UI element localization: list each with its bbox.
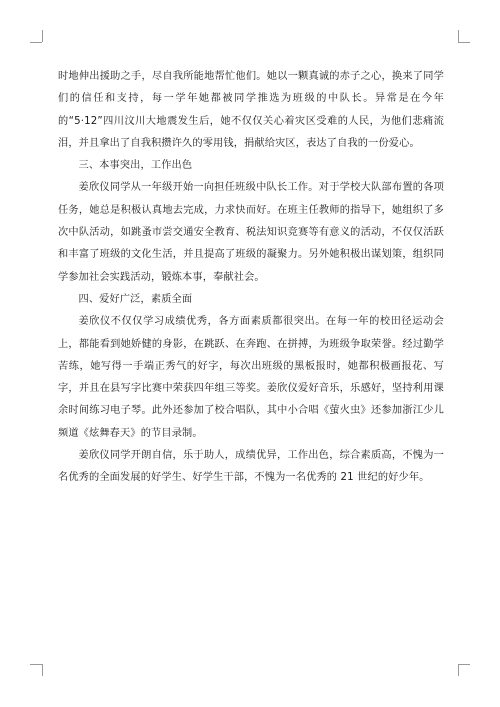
paragraph-conclusion: 姜欣仪同学开朗自信，乐于助人，成绩优异，工作出色，综合素质高，不愧为一名优秀的全面发展的好学生、好学生干部，不愧为一名优秀的 21 世纪的好少年。 <box>58 450 444 484</box>
crop-mark-bottom-right-h <box>458 664 470 665</box>
crop-mark-top-right-v <box>458 30 459 42</box>
section-heading-three: 三、本事突出，工作出色 <box>78 160 193 172</box>
crop-mark-top-left-h <box>30 42 42 43</box>
crop-mark-top-left-v <box>42 30 43 42</box>
crop-mark-bottom-right-v <box>458 664 459 676</box>
section-heading-four: 四、爱好广泛，素质全面 <box>78 293 193 305</box>
crop-mark-bottom-left-v <box>42 664 43 676</box>
paragraph-continued: 时地伸出援助之手，尽自我所能地帮忙他们。她以一颗真诚的赤子之心，换来了同学们的信任和支持，每一学年她都被同学推选为班级的中队长。异常是在今年的“5·12”四川汶川大地震发生后，她不仅仅关心着灾区受难的人民，为他们悲痛流泪，并且拿出了自我积攒许久的零用钱，捐献给灾区，表达了自我的一份爱心。 <box>58 71 444 149</box>
paragraph-leadership: 姜欣仪同学从一年级开始一向担任班级中队长工作。对于学校大队部布置的各项任务，她总是积极认真地去完成，力求快而好。在班主任教师的指导下，她组织了多次中队活动，如跳蚤市尝交通安全教育、税法知识竞赛等有意义的活动，不仅仅活跃和丰富了班级的文化生活，并且提高了班级的凝聚力。另外她积极出谋划策，组织同学参加社会实践活动，锻炼本事，奉献社会。 <box>58 182 444 283</box>
crop-mark-bottom-left-h <box>30 664 42 665</box>
paragraph-hobbies: 姜欣仪不仅仅学习成绩优秀，各方面素质都很突出。在每一年的校田径运动会上，都能看到她娇健的身影，在跳跃、在奔跑、在拼搏，为班级争取荣誉。经过勤学苦练，她写得一手端正秀气的好字，每次出班级的黑板报时，她都积极画报花、写字，并且在县写字比赛中荣获四年组三等奖。姜欣仪爱好音乐，乐感好，坚持利用课余时间练习电子琴。此外还参加了校合唱队，其中小合唱《萤火虫》还参加浙江少儿频道《炫舞春天》的节目录制。 <box>58 316 444 439</box>
document-body <box>58 66 444 490</box>
crop-mark-top-right-h <box>458 42 470 43</box>
